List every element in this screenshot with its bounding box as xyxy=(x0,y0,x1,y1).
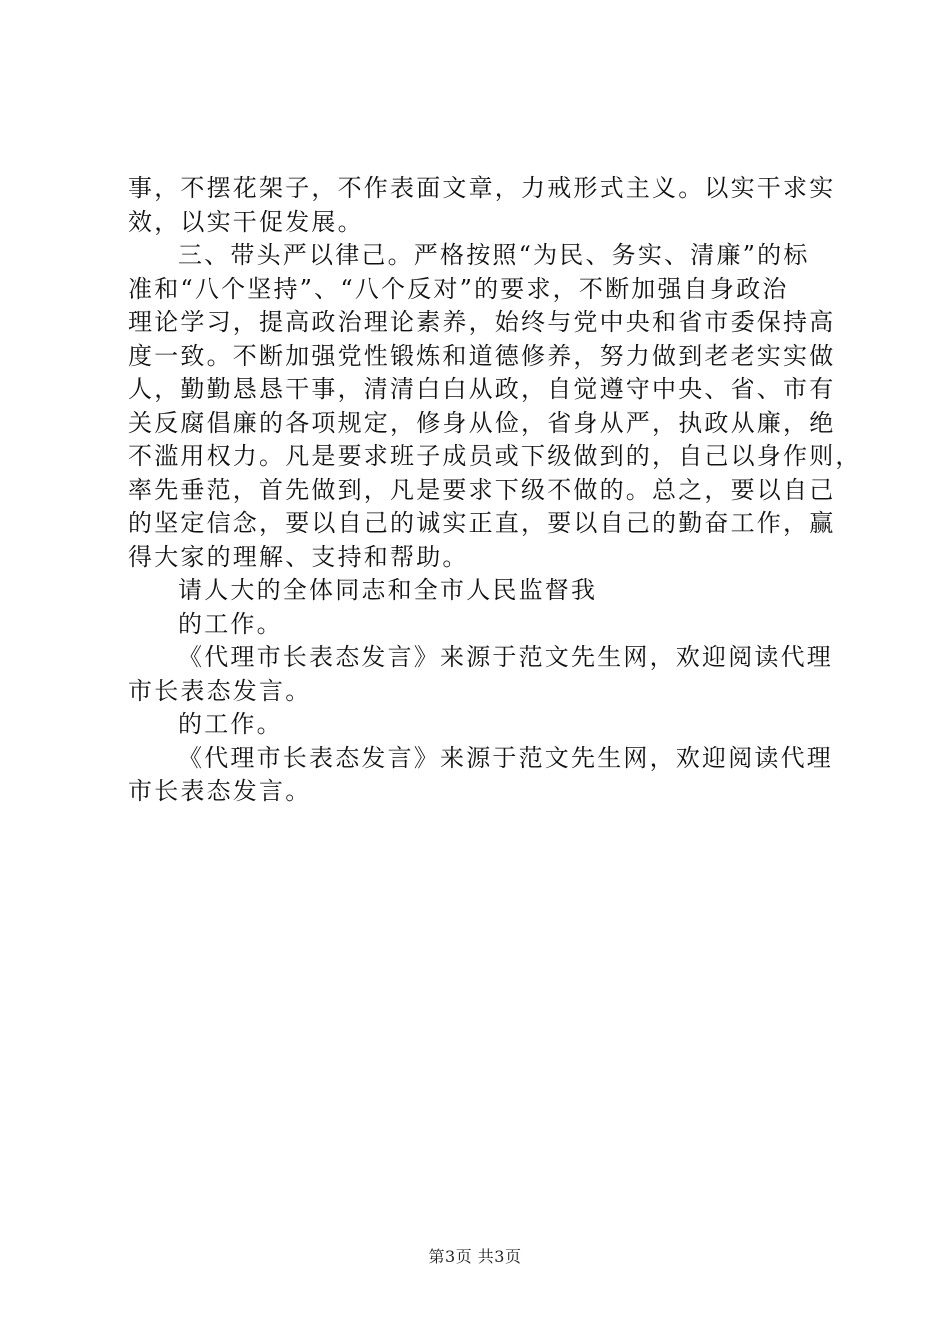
text-line: 《代理市长表态发言》来源于范文先生网，欢迎阅读代理 xyxy=(178,743,833,772)
text-line: 效，以实干促发展。 xyxy=(128,207,364,236)
text-line: 不滥用权力。凡是要求班子成员或下级做到的，自己以身作则， xyxy=(128,442,862,470)
text-line: 人，勤勤恳恳干事，清清白白从政，自觉遵守中央、省、市有 xyxy=(128,375,836,403)
text-line: 准和“八个坚持”、“八个反对”的要求，不断加强自身政治 xyxy=(128,274,789,303)
text-line: 的坚定信念，要以自己的诚实正直，要以自己的勤奋工作，赢 xyxy=(128,509,836,537)
text-line: 得大家的理解、支持和帮助。 xyxy=(128,542,469,571)
text-line: 的工作。 xyxy=(178,609,283,638)
text-line: 关反腐倡廉的各项规定，修身从俭，省身从严，执政从廉，绝 xyxy=(128,408,836,437)
text-line: 的工作。 xyxy=(178,710,283,738)
text-line: 度一致。不断加强党性锻炼和道德修养，努力做到老老实实做 xyxy=(128,341,836,370)
document-body xyxy=(128,172,862,809)
text-line: 请人大的全体同志和全市人民监督我 xyxy=(178,576,598,604)
text-line: 《代理市长表态发言》来源于范文先生网，欢迎阅读代理 xyxy=(178,643,833,671)
text-line: 市长表态发言。 xyxy=(128,676,312,705)
text-line: 事，不摆花架子，不作表面文章，力戒形式主义。以实干求实 xyxy=(128,174,836,202)
text-line: 理论学习，提高政治理论素养，始终与党中央和省市委保持高 xyxy=(128,308,836,336)
text-line: 率先垂范，首先做到，凡是要求下级不做的。总之，要以自己 xyxy=(128,475,836,504)
text-line: 市长表态发言。 xyxy=(128,777,312,805)
text-line: 三、带头严以律己。严格按照“为民、务实、清廉”的标 xyxy=(178,241,810,269)
page-number-footer: 第3页 共3页 xyxy=(428,1247,522,1266)
